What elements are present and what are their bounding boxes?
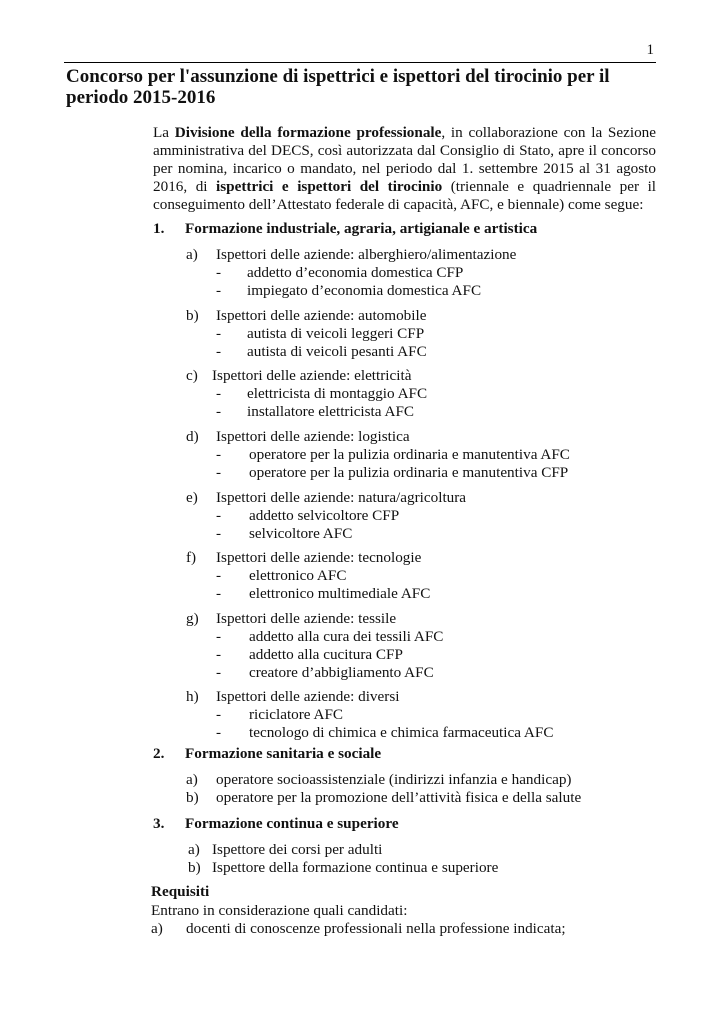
group-label: Ispettori delle aziende: tessile	[216, 610, 397, 627]
bullet-dash: -	[216, 403, 222, 420]
list-item: operatore socioassistenziale (indirizzi infanzia e handicap)	[216, 771, 572, 788]
section-heading	[153, 745, 381, 763]
bullet-dash: -	[216, 325, 222, 342]
list-item: addetto selvicoltore CFP	[249, 507, 400, 524]
bullet-dash: -	[216, 724, 222, 741]
item-letter: a)	[186, 771, 198, 788]
bullet-dash: -	[216, 585, 222, 602]
list-item: autista di veicoli leggeri CFP	[247, 325, 425, 342]
intro-text-1: La	[153, 124, 175, 141]
list-item: tecnologo di chimica e chimica farmaceutica AFC	[249, 724, 554, 741]
item-letter: b)	[186, 789, 199, 806]
group-label: Ispettori delle aziende: elettricità	[212, 367, 412, 384]
group-label: Ispettori delle aziende: logistica	[216, 428, 410, 445]
bullet-dash: -	[216, 507, 222, 524]
list-item: elettricista di montaggio AFC	[247, 385, 428, 402]
bullet-dash: -	[216, 385, 222, 402]
list-item: elettronico AFC	[249, 567, 347, 584]
list-item: operatore per la promozione dell’attività fisica e della salute	[216, 789, 582, 806]
list-item: creatore d’abbigliamento AFC	[249, 664, 434, 681]
group-label: Ispettori delle aziende: diversi	[216, 688, 400, 705]
group-letter: e)	[186, 489, 198, 506]
requisiti-intro: Entrano in considerazione quali candidati:	[151, 902, 408, 919]
bullet-dash: -	[216, 343, 222, 360]
group-letter: a)	[186, 246, 198, 263]
list-item: docenti di conoscenze professionali nella professione indicata;	[186, 920, 566, 937]
bullet-dash: -	[216, 628, 222, 645]
list-item: elettronico multimediale AFC	[249, 585, 431, 602]
section-heading	[153, 220, 537, 238]
bullet-dash: -	[216, 525, 222, 542]
section-title: Formazione continua e superiore	[185, 815, 399, 832]
list-item: operatore per la pulizia ordinaria e manutentiva CFP	[249, 464, 569, 481]
list-item: Ispettore dei corsi per adulti	[212, 841, 383, 858]
group-letter: g)	[186, 610, 199, 627]
bullet-dash: -	[216, 464, 222, 481]
section-number: 3.	[153, 815, 165, 832]
bullet-dash: -	[216, 646, 222, 663]
group-label: Ispettori delle aziende: tecnologie	[216, 549, 422, 566]
requisiti-heading: Requisiti	[151, 883, 210, 900]
bullet-dash: -	[216, 664, 222, 681]
intro-bold-inspectors: ispettrici e ispettori del tirocinio	[216, 178, 443, 195]
list-item: autista di veicoli pesanti AFC	[247, 343, 427, 360]
list-item: Ispettore della formazione continua e superiore	[212, 859, 499, 876]
section-title: Formazione sanitaria e sociale	[185, 745, 382, 762]
section-number: 2.	[153, 745, 165, 762]
list-item: riciclatore AFC	[249, 706, 344, 723]
list-item: selvicoltore AFC	[249, 525, 353, 542]
group-letter: d)	[186, 428, 199, 445]
section-title: Formazione industriale, agraria, artigianale e artistica	[185, 220, 538, 237]
page-title: Concorso per l'assunzione di ispettrici e ispettori del tirocinio per il periodo 2015-2016	[66, 66, 610, 108]
intro-text-3: (triennale e quadriennale per il conseguimento dell’Attestato federale di capacità, AFC, e biennale) come segue:	[153, 178, 657, 213]
bullet-dash: -	[216, 264, 222, 281]
group-letter: h)	[186, 688, 199, 705]
bullet-dash: -	[216, 446, 222, 463]
list-item: addetto alla cucitura CFP	[249, 646, 403, 663]
list-item: addetto d’economia domestica CFP	[247, 264, 464, 281]
group-label: Ispettori delle aziende: automobile	[216, 307, 427, 324]
bullet-dash: -	[216, 282, 222, 299]
bullet-dash: -	[216, 567, 222, 584]
list-item: addetto alla cura dei tessili AFC	[249, 628, 444, 645]
intro-text-2: , in collaborazione con la Sezione amministrativa del DECS, così autorizzata dal Consiglio di Stato, apre il concorso per nomina, incarico o mandato, nel periodo dal 1. settembre 2015 al 31 agosto 2016, di	[153, 124, 656, 195]
group-label: Ispettori delle aziende: alberghiero/alimentazione	[216, 246, 517, 263]
intro-bold-division: Divisione della formazione professionale	[174, 124, 442, 141]
list-item: installatore elettricista AFC	[247, 403, 415, 420]
group-letter: c)	[186, 367, 198, 384]
intro-paragraph	[153, 124, 656, 214]
list-item: operatore per la pulizia ordinaria e manutentiva AFC	[249, 446, 570, 463]
section-heading	[153, 815, 399, 833]
item-letter: a)	[188, 841, 200, 858]
header-rule	[64, 62, 656, 63]
page-number: 1	[646, 42, 654, 58]
section-number: 1.	[153, 220, 165, 237]
group-letter: f)	[186, 549, 197, 566]
item-letter: a)	[151, 920, 163, 937]
group-letter: b)	[186, 307, 199, 324]
bullet-dash: -	[216, 706, 222, 723]
item-letter: b)	[188, 859, 201, 876]
group-label: Ispettori delle aziende: natura/agricoltura	[216, 489, 467, 506]
list-item: impiegato d’economia domestica AFC	[247, 282, 482, 299]
